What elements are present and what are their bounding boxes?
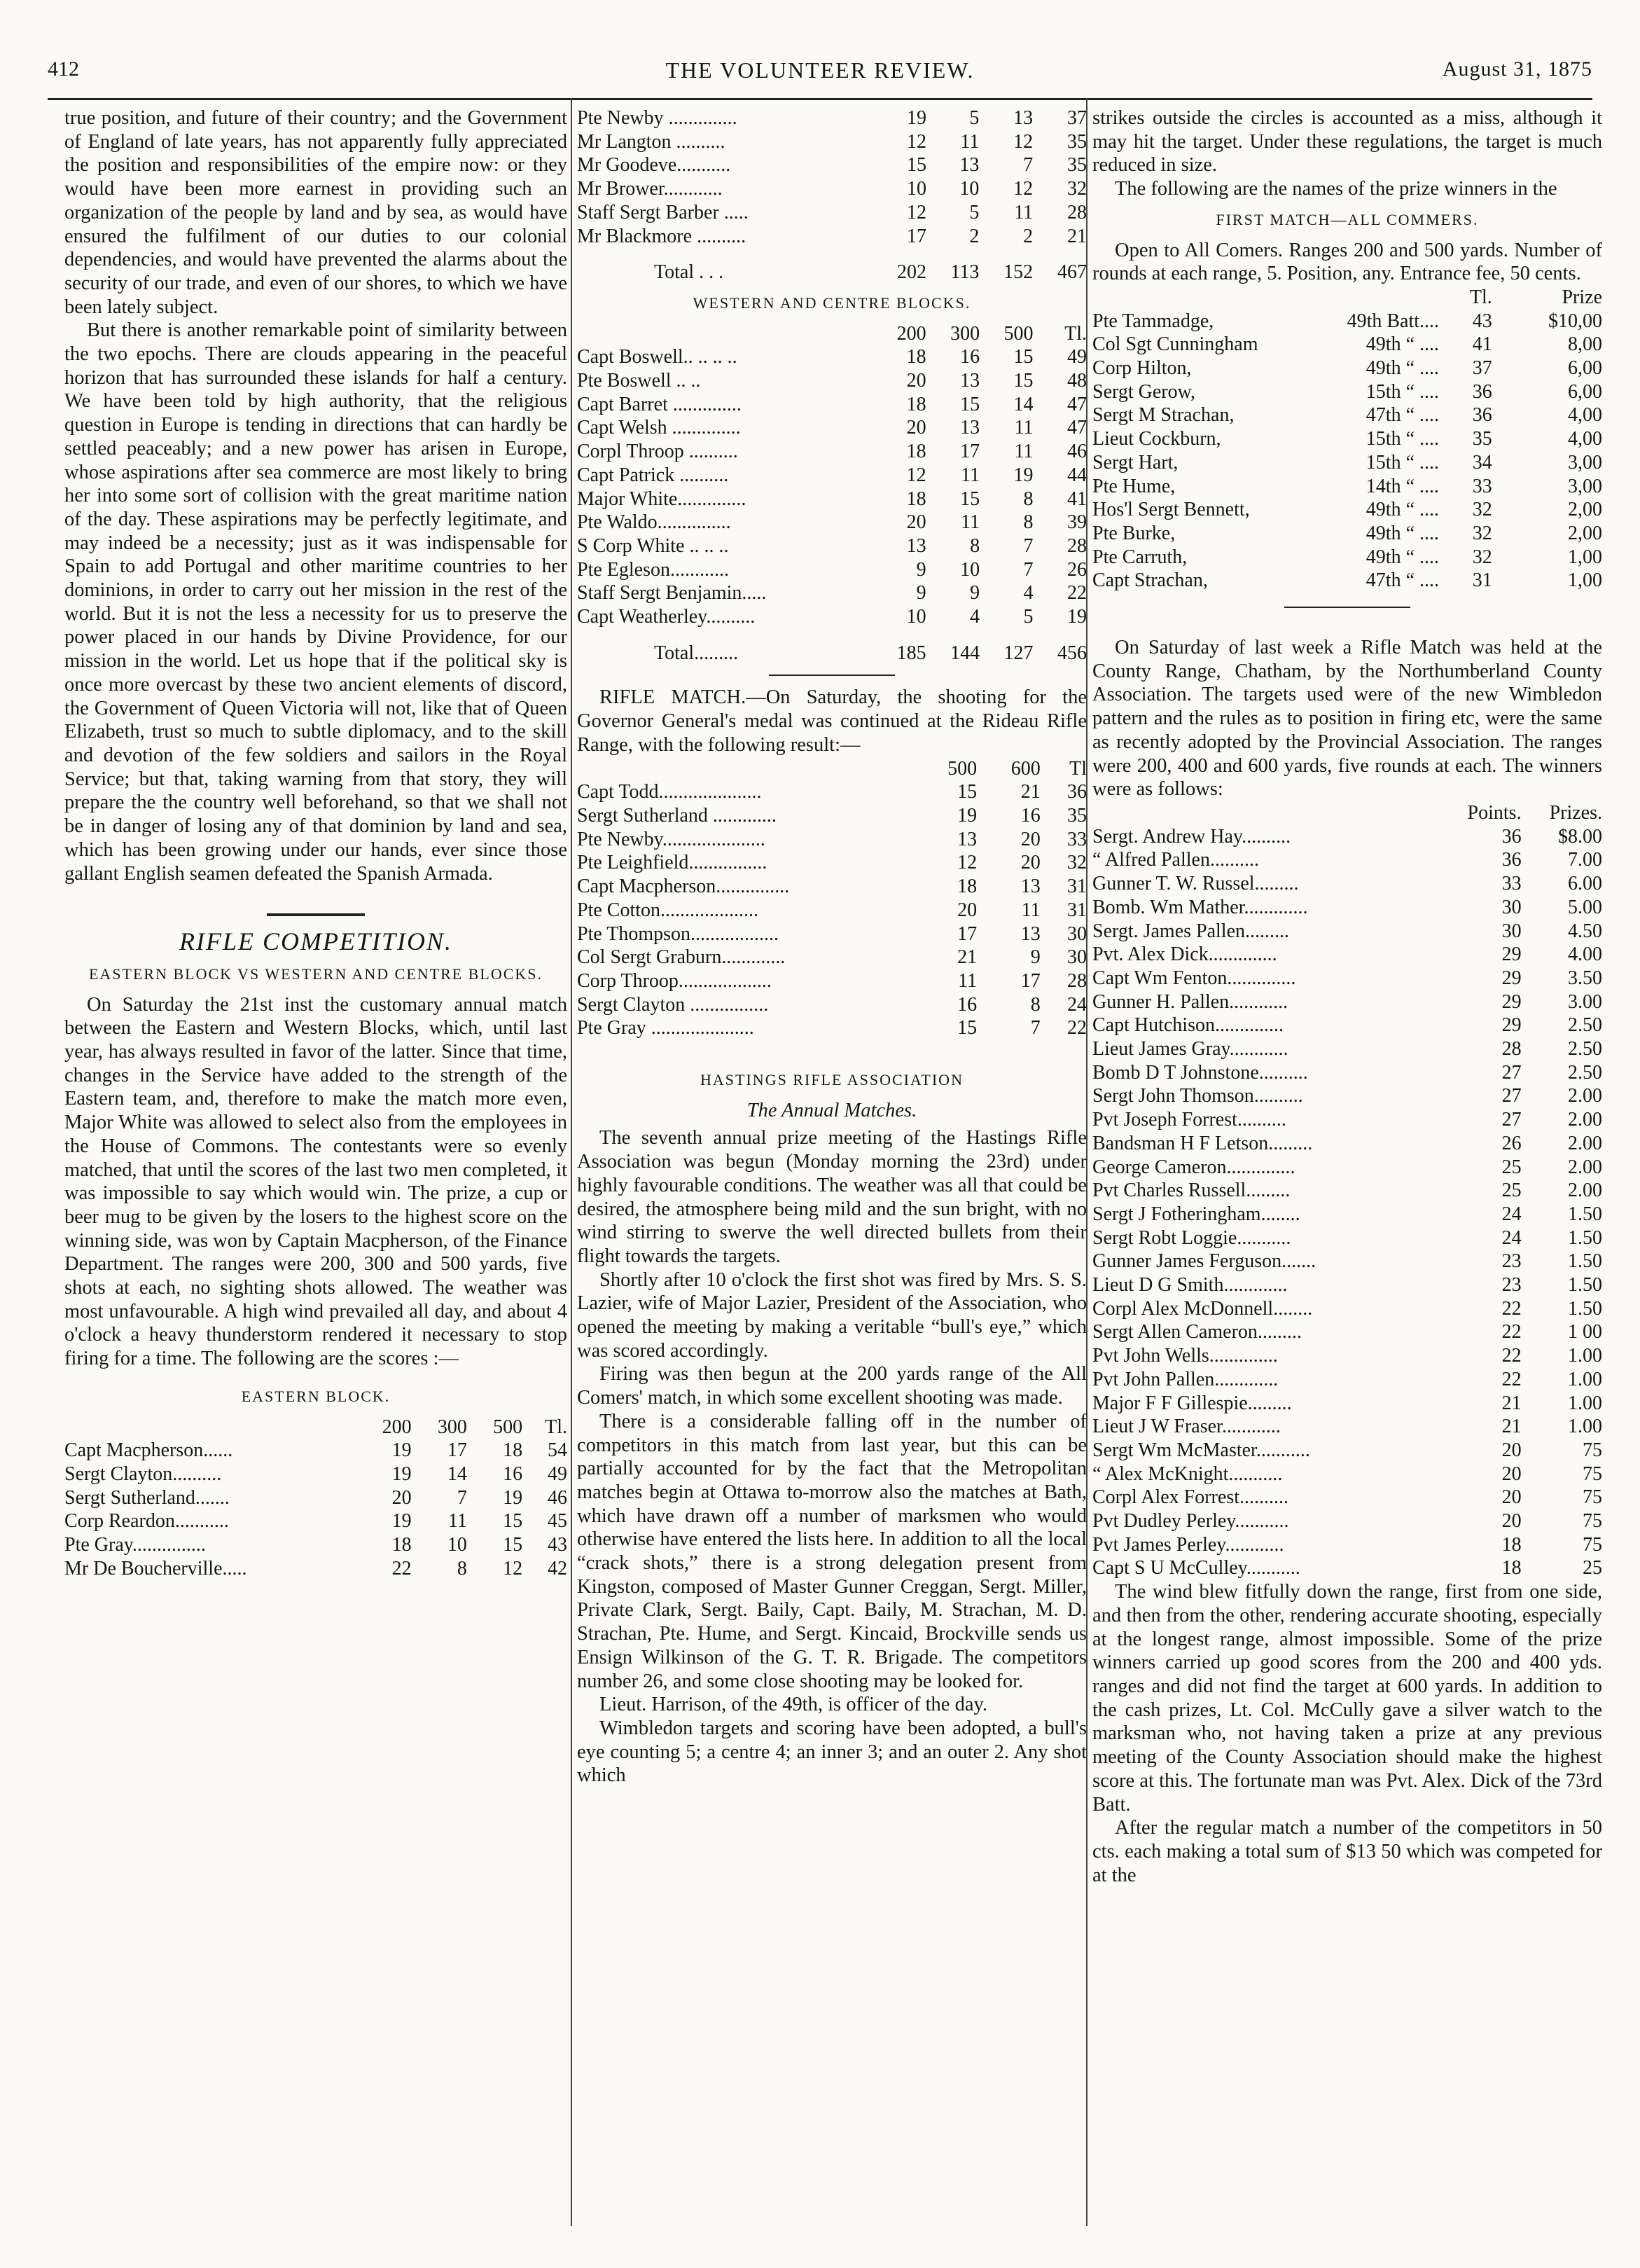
table-row: Pte Tammadge, 49th Batt.... 43 $10,00 (1092, 310, 1602, 332)
table-row: Corpl Throop .......... 18 17 11 46 (577, 441, 1087, 463)
column-header: Prizes. (1549, 801, 1602, 824)
table-row: Pvt Dudley Perley........... 20 75 (1092, 1510, 1602, 1533)
table-row: Sergt Hart, 15th “ .... 34 3,00 (1092, 451, 1602, 473)
table-row: Sergt. James Pallen......... 30 4.50 (1092, 920, 1602, 942)
table-row: Sergt Sutherland....... 20 7 19 46 (64, 1486, 567, 1509)
table-row: Capt Strachan, 47th “ .... 31 1,00 (1092, 569, 1602, 592)
table-row: Pte Leighfield................ 12 20 32 (577, 852, 1087, 874)
table-row: Pte Egleson............ 9 10 7 26 (577, 558, 1087, 581)
table-row: Pvt John Pallen............. 22 1.00 (1092, 1368, 1602, 1390)
column-header: Tl (1069, 757, 1087, 780)
total-row: Total......... 185 144 127 456 (654, 642, 1087, 664)
article-paragraph: But there is another remarkable point of similarity between the two epochs. There are clouds appearing in the peaceful horizon that has surrounded these islands for half a century. We have been told by high authority, that the religious question in Europe is tending in directions that can hardly be settled peaceably; and a new power has arisen in Europe, whose aspirations after sea commerce are most likely to bring her into some sort of collision with the great maritime nation of the day. These aspirations may be perfectly legitimate, and may indeed be a necessity; just as it was indispensable for Spain to add Portugal and other maritime countries to her dominions, in order to carry out her mission in the rest of the world. But it is not the less a necessity for us to preserve the power placed in our hands by Divine Providence, for our mission in the world. Let us hope that if the political sky is once more overcast by these two ancient elements of discord, the Government of Queen Victoria will not, like that of Queen Elizabeth, trust so much to subtle diplomacy, and to the skill and devotion of the few soldiers and sailors in the Royal Service; but that, taking warning from that story, they will prepare the the country well beforehand, so that we shall not be in danger of losing any of that dominion by land and sea, which has been growing under our hands, ever since those gallant English seamen defeated the Spanish Armada. (64, 319, 567, 885)
article-paragraph: On Saturday of last week a Rifle Match was held at the County Range, Chatham, by the Northumberland County Association. The targets used were of the new Wimbledon pattern and the rules as to position in firing etc, were the same as recently adopted by the Provincial Association. The ranges were 200, 400 and 600 yards, five rounds at each. The winners were as follows: (1092, 637, 1602, 801)
table-row: Col Sergt Graburn............. 21 9 30 (577, 946, 1087, 969)
table-row: Mr Langton .......... 12 11 12 35 (577, 130, 1087, 153)
article-paragraph: The seventh annual prize meeting of the Hastings Rifle Association was begun (Monday morning the 23rd) under highly favourable conditions. The weather was all that could be desired, the atmosphere being mild and the sun bright, with no wind stirring to swerve the well directed bullets from their flight towards the targets. (577, 1127, 1087, 1267)
table-row: Corp Hilton, 49th “ .... 37 6,00 (1092, 357, 1602, 380)
masthead-title: THE VOLUNTEER REVIEW. (665, 57, 975, 83)
table-row: Pvt Charles Russell......... 25 2.00 (1092, 1180, 1602, 1202)
table-row: Pte Hume, 14th “ .... 33 3,00 (1092, 475, 1602, 497)
section-title: RIFLE COMPETITION. (179, 927, 452, 956)
table-header-row (577, 322, 1087, 346)
table-row: Mr Goodeve........... 15 13 7 35 (577, 154, 1087, 177)
table-row: Pte Newby..................... 13 20 33 (577, 828, 1087, 850)
issue-date: August 31, 1875 (1442, 57, 1592, 81)
table-row: Staff Sergt Barber ..... 12 5 11 28 (577, 201, 1087, 223)
table-row: Pvt Joseph Forrest.......... 27 2.00 (1092, 1109, 1602, 1131)
column-3 (1092, 106, 1602, 1887)
table-row: George Cameron.............. 25 2.00 (1092, 1156, 1602, 1178)
article-paragraph: The wind blew fitfully down the range, first from one side, and then from the other, rendering accurate shooting, especially at the longest range, almost impossible. Some of the prize winners carried up good scores from the 200 and 400 yds. ranges and did not find the target at 600 yards. In addition to the cash prizes, Lt. Col. McCully gave a silver watch to the marksman who, not having taken a prize at any previous meeting of the County Association should make the highest score at this. The fortunate man was Pvt. Alex. Dick of the 73rd Batt. (1092, 1581, 1602, 1816)
first-match-table (1092, 286, 1602, 593)
table-row: Pte Burke, 49th “ .... 32 2,00 (1092, 522, 1602, 544)
table-row: Sergt Clayton.......... 19 14 16 49 (64, 1463, 567, 1485)
table-row: Pvt James Perley............ 18 75 (1092, 1533, 1602, 1556)
table-row: Gunner H. Pallen............ 29 3.00 (1092, 990, 1602, 1013)
section-subhead: FIRST MATCH—ALL COMMERS. (1216, 210, 1479, 228)
table-row: “ Alex McKnight........... 20 75 (1092, 1463, 1602, 1485)
article-paragraph: RIFLE MATCH.—On Saturday, the shooting for the Governor General's medal was continued at the Rideau Rifle Range, with the following result:— (577, 686, 1087, 756)
table-header-row (1092, 801, 1602, 825)
table-row: Sergt Gerow, 15th “ .... 36 6,00 (1092, 380, 1602, 403)
page-header (48, 50, 1592, 92)
table-row: Capt Welsh .............. 20 13 11 47 (577, 417, 1087, 439)
table-row: Col Sgt Cunningham 49th “ .... 41 8,00 (1092, 333, 1602, 356)
table-row: Mr Brower............ 10 10 12 32 (577, 178, 1087, 200)
table-row: Mr De Boucherville..... 22 8 12 42 (64, 1557, 567, 1579)
table-row: Capt Wm Fenton.............. 29 3.50 (1092, 967, 1602, 989)
article-paragraph: There is a considerable falling off in the number of competitors in this match from last year, but this can be partially accounted for by the fact that the Metropolitan matches begin at Ottawa to-morrow also the matches at Bath, which have drawn off a number of marksmen who would otherwise have entered the lists here. In addition to all the local “crack shots,” there is a strong delegation present from Kingston, composed of Master Gunner Creggan, Sergt. Miller, Private Clark, Sergt. Baily, Capt. Baily, M. Strachan, M. D. Strachan, Pte. Hume, and Sergt. Kincaid, Brockville sends us Ensign Wilkinson of the G. T. R. Brigade. The competitors number 26, and some close shooting may be looked for. (577, 1410, 1087, 1692)
table-header-row (64, 1416, 567, 1439)
column-header: Tl. (545, 1416, 567, 1438)
column-divider (571, 98, 572, 2226)
governor-general-medal-table (577, 757, 1087, 1040)
table-row: Gunner James Ferguson....... 23 1.50 (1092, 1250, 1602, 1273)
column-header: 300 (437, 1416, 467, 1438)
table-row: Hos'l Sergt Bennett, 49th “ .... 32 2,00 (1092, 499, 1602, 521)
table-row: Bomb D T Johnstone.......... 27 2.50 (1092, 1061, 1602, 1084)
separator-rule (769, 675, 895, 676)
table-header-row (1092, 286, 1602, 310)
header-rule (48, 98, 1592, 100)
table-row: Lieut D G Smith............. 23 1.50 (1092, 1274, 1602, 1297)
section-subhead: HASTINGS RIFLE ASSOCIATION (700, 1071, 964, 1089)
article-paragraph: Open to All Comers. Ranges 200 and 500 yards. Number of rounds at each range, 5. Position, any. Entrance fee, 50 cents. (1092, 239, 1602, 285)
table-row: S Corp White .. .. .. 13 8 7 28 (577, 534, 1087, 557)
article-paragraph: Wimbledon targets and scoring have been adopted, a bull's eye counting 5; a centre 4; an inner 3; and an outer 2. Any shot which (577, 1717, 1087, 1787)
table-row: Sergt J Fotheringham........ 24 1.50 (1092, 1203, 1602, 1225)
article-paragraph: Shortly after 10 o'clock the first shot was fired by Mrs. S. S. Lazier, wife of Major Lazier, President of the Association, who opened the meeting by making a veritable “bull's eye,” which was scored accordingly. (577, 1268, 1087, 1362)
column-header: Prize (1562, 286, 1602, 308)
table-row: Corpl Alex Forrest.......... 20 75 (1092, 1486, 1602, 1509)
column-header: 500 (493, 1416, 523, 1438)
article-paragraph: Lieut. Harrison, of the 49th, is officer of the day. (599, 1694, 988, 1716)
table-row: Corpl Alex McDonnell........ 22 1.50 (1092, 1297, 1602, 1320)
table-row: Gunner T. W. Russel......... 33 6.00 (1092, 873, 1602, 895)
table-row: Pte Newby .............. 19 5 13 37 (577, 107, 1087, 129)
table-header-row (577, 757, 1087, 781)
section-separator (267, 913, 365, 916)
northumberland-winners-table (1092, 801, 1602, 1580)
column-header: 500 (1003, 322, 1034, 345)
table-row: Capt S U McCulley........... 18 25 (1092, 1557, 1602, 1579)
table-heading: WESTERN AND CENTRE BLOCKS. (693, 293, 971, 312)
table-row: Capt Macpherson............... 18 13 31 (577, 876, 1087, 898)
table-row: Capt Weatherley.......... 10 4 5 19 (577, 606, 1087, 628)
table-row: Lieut J W Fraser............ 21 1.00 (1092, 1416, 1602, 1438)
table-row: Bomb. Wm Mather............. 30 5.00 (1092, 896, 1602, 918)
column-header: Points. (1467, 801, 1522, 824)
column-header: 200 (382, 1416, 412, 1438)
table-row: Pte Waldo............... 20 11 8 39 (577, 511, 1087, 534)
table-row: Capt Boswell.. .. .. .. 18 16 15 49 (577, 346, 1087, 368)
western-centre-table (577, 322, 1087, 665)
column-2 (577, 106, 1087, 1788)
table-row: Pte Gray............... 18 10 15 43 (64, 1534, 567, 1556)
table-row: Capt Patrick .......... 12 11 19 44 (577, 464, 1087, 486)
table-row: Mr Blackmore .......... 17 2 2 21 (577, 225, 1087, 247)
table-heading: EASTERN BLOCK. (241, 1387, 391, 1405)
table-row: “ Alfred Pallen.......... 36 7.00 (1092, 849, 1602, 871)
separator-rule (1284, 607, 1410, 608)
article-paragraph: Firing was then begun at the 200 yards range of the All Comers' match, in which some excellent shooting was made. (577, 1363, 1087, 1409)
table-row: Pte Carruth, 49th “ .... 32 1,00 (1092, 546, 1602, 568)
total-row: Total . . . 202 113 152 467 (654, 261, 1087, 284)
article-paragraph: After the regular match a number of the competitors in 50 cts. each making a total sum of $13 50 which was competed for at the (1092, 1817, 1602, 1886)
table-row: Capt Todd..................... 15 21 36 (577, 781, 1087, 803)
table-row: Bandsman H F Letson......... 26 2.00 (1092, 1132, 1602, 1154)
table-row: Pte Gray ..................... 15 7 22 (577, 1017, 1087, 1039)
table-row: Pvt John Wells.............. 22 1.00 (1092, 1345, 1602, 1367)
table-row: Pte Cotton.................... 20 11 31 (577, 899, 1087, 921)
table-row: Sergt. Andrew Hay.......... 36 $8.00 (1092, 825, 1602, 848)
table-row: Capt Barret .............. 18 15 14 47 (577, 393, 1087, 415)
column-1 (64, 106, 567, 1580)
column-header: 500 (947, 757, 978, 780)
column-header: 300 (950, 322, 980, 345)
column-header: 600 (1010, 757, 1041, 780)
table-row: Sergt Sutherland ............. 19 16 35 (577, 804, 1087, 827)
table-row: Sergt Wm McMaster........... 20 75 (1092, 1439, 1602, 1461)
table-row: Pvt. Alex Dick.............. 29 4.00 (1092, 943, 1602, 966)
table-row: Pte Thompson.................. 17 13 30 (577, 922, 1087, 945)
table-row: Corp Reardon........... 19 11 15 45 (64, 1510, 567, 1533)
table-row: Sergt John Thomson.......... 27 2.00 (1092, 1085, 1602, 1107)
section-subtitle: The Annual Matches. (746, 1099, 917, 1121)
page-number: 412 (48, 57, 79, 81)
section-subhead: EASTERN BLOCK VS WESTERN AND CENTRE BLOCKS. (88, 964, 543, 983)
table-row: Major White.............. 18 15 8 41 (577, 488, 1087, 510)
eastern-block-table (64, 1416, 567, 1581)
article-paragraph: true position, and future of their country; and the Government of England of late years, has not apparently fully appreciated the position and responsibilities of the empire now: or they would have been more earnest in providing such an organization of the people by land and by sea, as would have ensured the fulfilment of our duties to our colonial dependencies, and would have prevented the alarms about the security of our trade, and even of our shores, to which we have been lately subject. (64, 107, 567, 318)
article-paragraph: The following are the names of the prize winners in the (1115, 178, 1557, 200)
table-row: Lieut Cockburn, 15th “ .... 35 4,00 (1092, 428, 1602, 450)
table-row: Sergt Clayton ................ 16 8 24 (577, 993, 1087, 1016)
column-header: 200 (896, 322, 926, 345)
table-row: Sergt M Strachan, 47th “ .... 36 4,00 (1092, 404, 1602, 427)
article-paragraph: On Saturday the 21st inst the customary annual match between the Eastern and Western Blocks, which, until last year, has always resulted in favor of the latter. Since that time, changes in the Service have added to the strength of the Eastern team, and, therefore to make the match more even, Major White was allowed to select also from the employees in the House of Commons. The contestants were so evenly matched, that until the scores of the last two men completed, it was impossible to say which would win. The prize, a cup or beer mug to be given by the losers to the highest score on the winning side, was won by Captain Macpherson, of the Finance Department. The ranges were 200, 300 and 500 yards, five shots at each, no sighting shots allowed. The weather was most unfavourable. A high wind prevailed all day, and about 4 o'clock a heavy thunderstorm rendered it necessary to stop firing for a time. The following are the scores :— (64, 993, 567, 1370)
column-header: Tl. (1469, 286, 1492, 308)
column-header: Tl. (1064, 322, 1087, 345)
table-row: Lieut James Gray............ 28 2.50 (1092, 1038, 1602, 1060)
table-row: Staff Sergt Benjamin..... 9 9 4 22 (577, 582, 1087, 604)
table-row: Pte Boswell .. .. 20 13 15 48 (577, 370, 1087, 392)
table-row: Capt Hutchison.............. 29 2.50 (1092, 1014, 1602, 1037)
table-row: Capt Macpherson...... 19 17 18 54 (64, 1439, 567, 1462)
table-row: Major F F Gillespie......... 21 1.00 (1092, 1392, 1602, 1414)
eastern-block-table-continued (577, 106, 1087, 284)
table-row: Sergt Robt Loggie........... 24 1.50 (1092, 1226, 1602, 1249)
table-row: Sergt Allen Cameron......... 22 1 00 (1092, 1321, 1602, 1343)
table-row: Corp Throop................... 11 17 28 (577, 969, 1087, 992)
article-paragraph: strikes outside the circles is accounted as a miss, although it may hit the target. Under these regulations, the target is much reduced in size. (1092, 107, 1602, 177)
